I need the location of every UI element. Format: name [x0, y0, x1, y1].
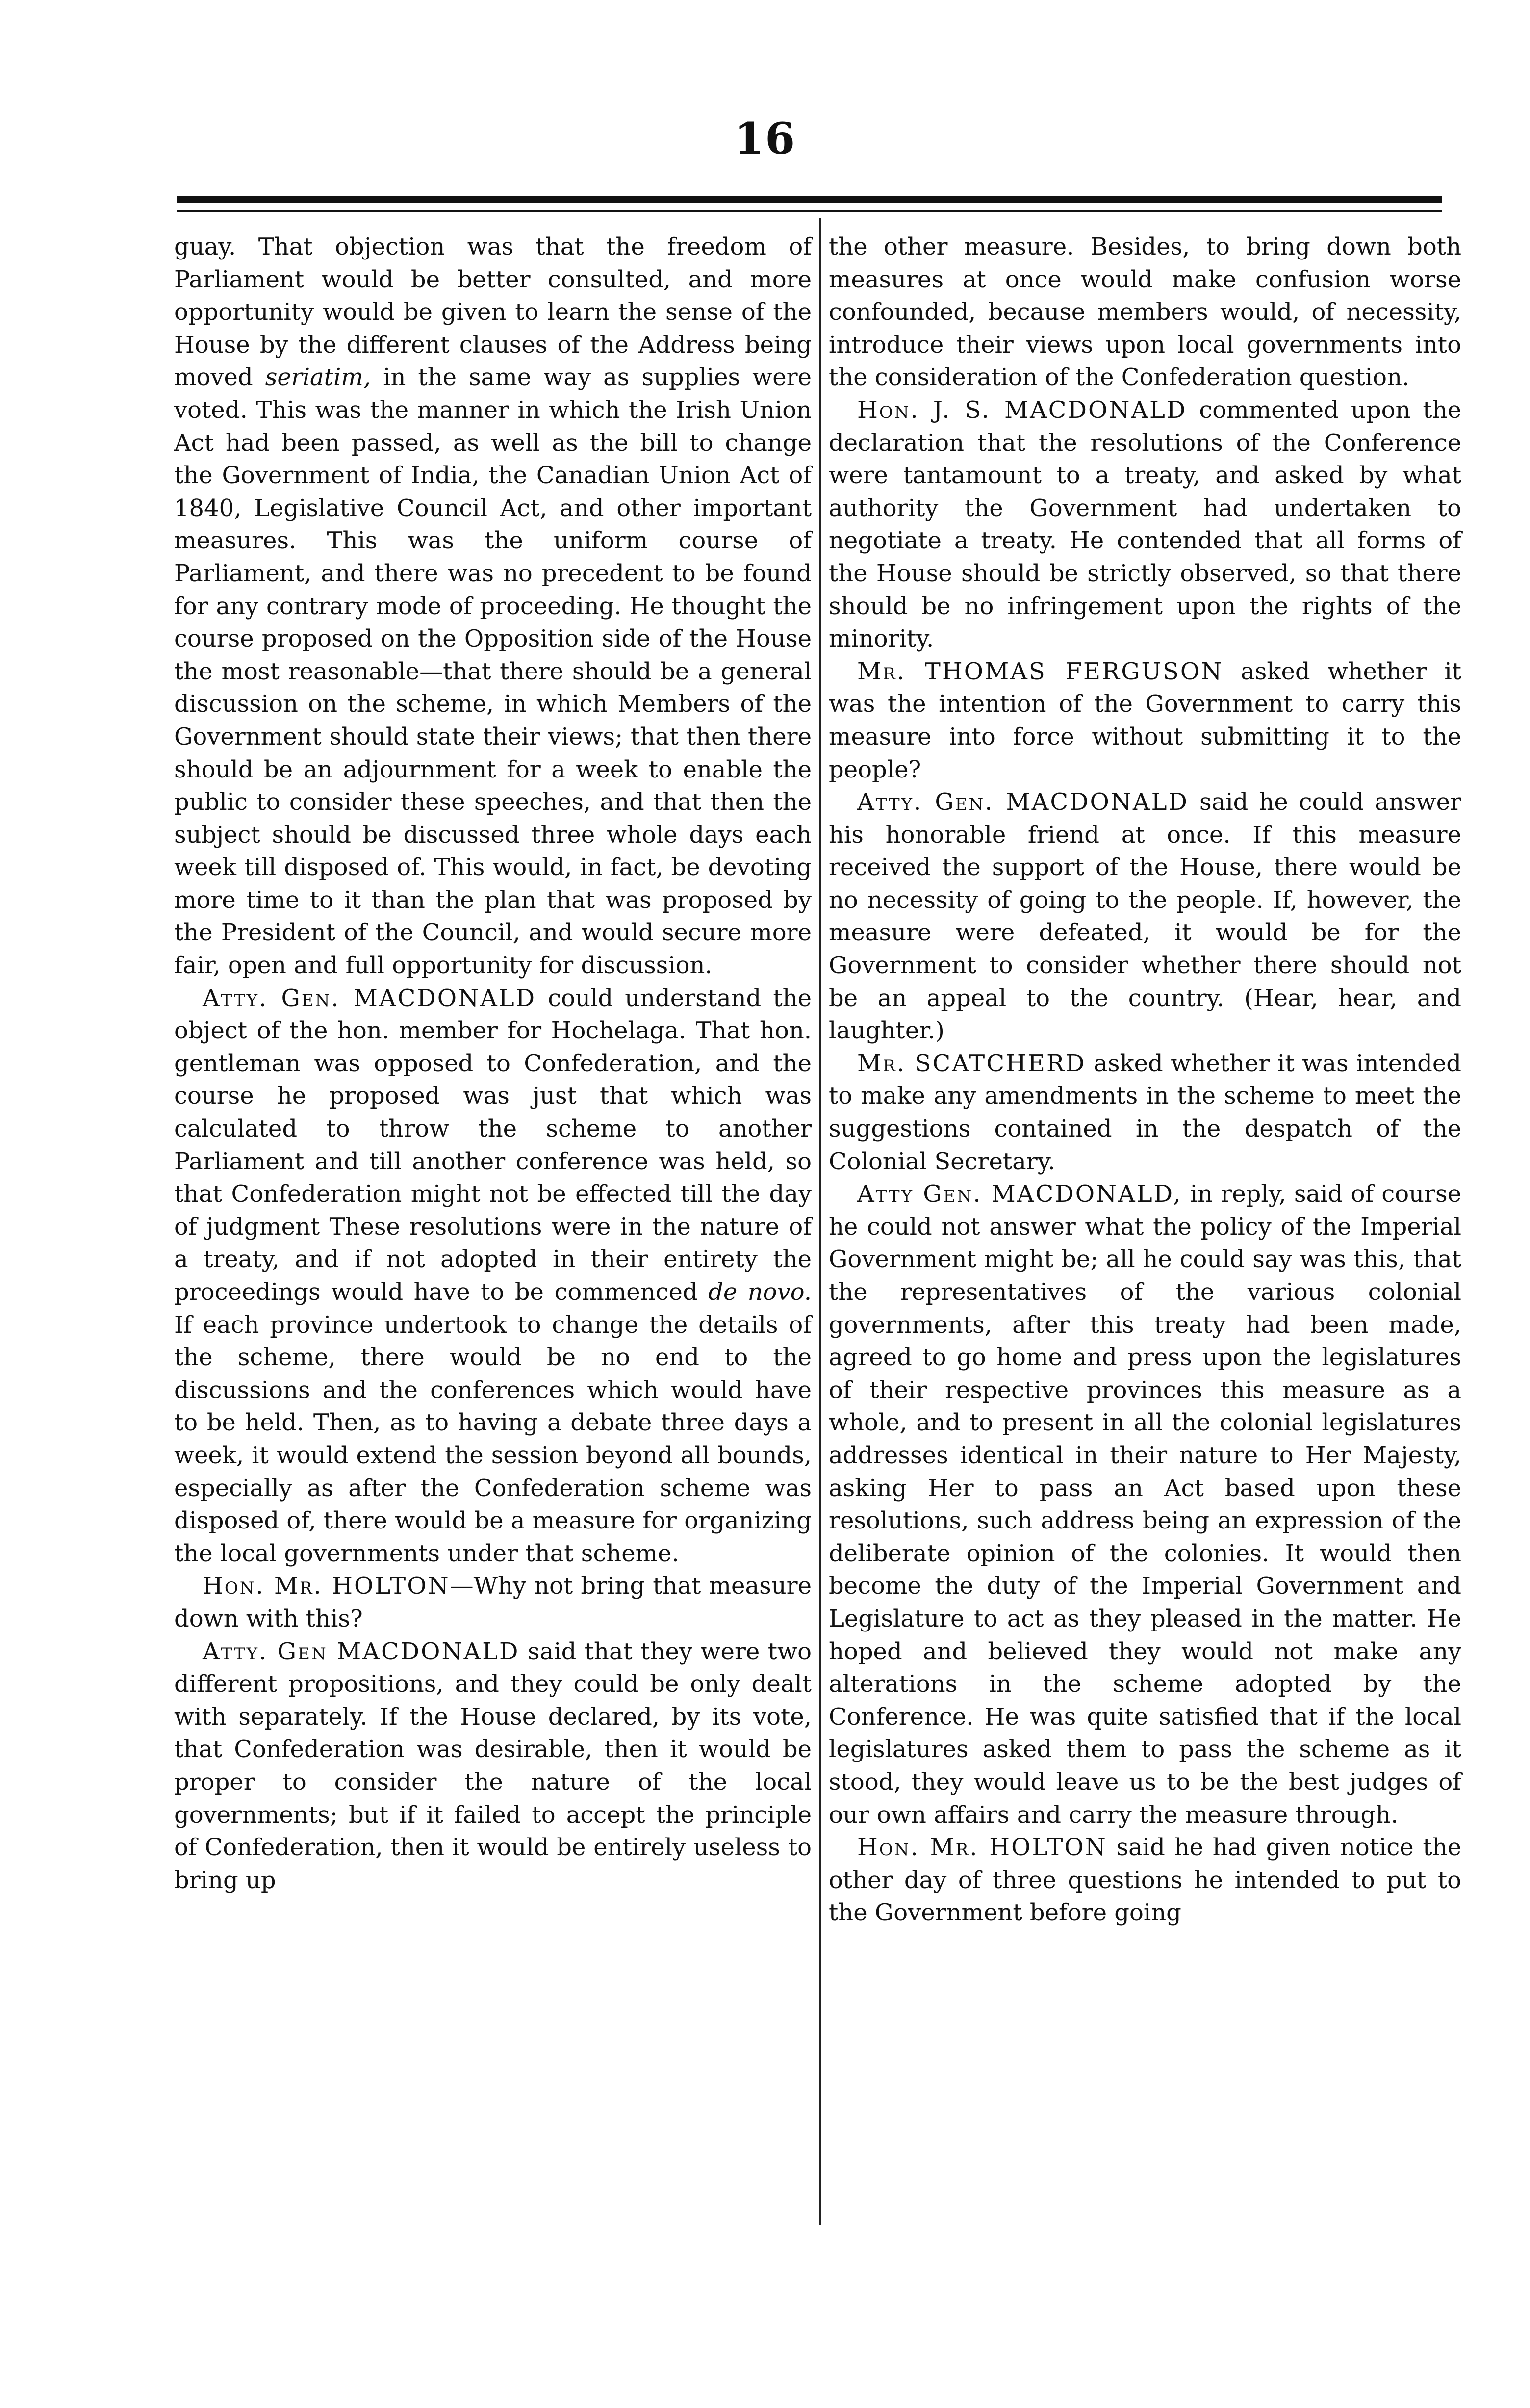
- paragraph: [829, 786, 1461, 1047]
- paragraph-text: in the same way as supplies were voted. This was the manner in which the Irish Union Act had been passed, as well as the bill to change the Government of India, the Canadian Union Act of 1840, Legislative Council Act, and other important measures. This was the uniform course of Parliament, and there was no precedent to be found for any contrary mode of proceeding. He thought the course proposed on the Opposition side of the House the most reasonable—that there should be a general discussion on the scheme, in which Members of the Government should state their views; that then there should be an adjournment for a week to enable the public to consider these speeches, and that then the subject should be discussed three whole days each week till disposed of. This would, in fact, be devoting more time to it than the plan that was proposed by the President of the Council, and would secure more fair, open and full opportunity for discussion.: [174, 363, 812, 980]
- left-column: [174, 231, 812, 1896]
- page-number: 16: [734, 113, 796, 164]
- paragraph-text: said he had given notice the other day of three questions he intended to put to the Government before going: [829, 1834, 1462, 1927]
- paragraph-text: commented upon the declaration that the resolutions of the Conference were tantamount to a treaty, and asked by what authority the Government had undertaken to negotiate a treaty. He contended that all forms of the House should be strictly observed, so that there should be no infringement upon the rights of the minority.: [829, 396, 1461, 653]
- speaker-name: Atty Gen. MACDONALD,: [857, 1180, 1182, 1208]
- italic-phrase: de novo.: [708, 1278, 812, 1306]
- paragraph: [829, 394, 1461, 655]
- paragraph: [829, 1178, 1461, 1831]
- header-rule-thin: [177, 210, 1442, 212]
- speaker-name: Atty. Gen. MACDONALD: [203, 984, 536, 1012]
- paragraph: [174, 1635, 812, 1897]
- paragraph: [829, 231, 1461, 394]
- paragraph-text: asked whether it was the intention of the Government to carry this measure into force without submitting it to the people?: [829, 657, 1461, 783]
- paragraph-text: said he could answer his honorable friend at once. If this measure received the support of the House, there would be no necessity of going to the people. If, however, the measure were defeated, it would be for the Government to consider whether there should not be an appeal to the country. (Hear, hear, and laughter.): [829, 788, 1461, 1045]
- speaker-name: Hon. Mr. HOLTON: [203, 1572, 450, 1600]
- speaker-name: Atty. Gen MACDONALD: [203, 1637, 520, 1665]
- right-column: [829, 231, 1461, 1929]
- speaker-name: Hon. J. S. MACDONALD: [857, 396, 1187, 424]
- speaker-name: Mr. SCATCHERD: [857, 1049, 1086, 1077]
- paragraph-text: the other measure. Besides, to bring down both measures at once would make confusion worse confounded, because members would, of necessity, introduce their views upon local governments into the consideration of the Confederation question.: [829, 233, 1461, 391]
- speaker-name: Hon. Mr. HOLTON: [857, 1834, 1107, 1862]
- speaker-name: Mr. THOMAS FERGUSON: [857, 657, 1224, 685]
- header-rule-thick: [177, 196, 1442, 203]
- paragraph-text: guay. That objection was that the freedom of Parliament would be better consulted, and more opportunity would be given to learn the sense of the House by the different clauses of the Address being moved: [174, 233, 812, 391]
- paragraph-text: could understand the object of the hon. member for Hochelaga. That hon. gentleman was opposed to Confederation, and the course he proposed was just that which was calculated to throw the scheme to another Parliament and till another conference was held, so that Confederation might not be effected till the day of judgment These resolutions were in the nature of a treaty, and if not adopted in their entirety the proceedings would have to be commenced: [174, 984, 812, 1306]
- column-divider: [819, 218, 821, 2225]
- speaker-name: Atty. Gen. MACDONALD: [857, 788, 1189, 816]
- italic-phrase: seriatim,: [265, 363, 371, 391]
- paragraph: [174, 982, 812, 1570]
- paragraph: [829, 1831, 1461, 1929]
- paragraph-text: If each province undertook to change the details of the scheme, there would be no end to the discussions and the conferences which would have to be held. Then, as to having a debate three days a week, it would extend the session beyond all bounds, especially as after the Confederation scheme was disposed of, there would be a measure for organizing the local governments under that scheme.: [174, 1311, 812, 1567]
- paragraph: [174, 1570, 812, 1635]
- paragraph-text: in reply, said of course he could not answer what the policy of the Imperial Government might be; all he could say was this, that the representatives of the various colonial governments, after this treaty had been made, agreed to go home and press upon the legislatures of their respective provinces this measure as a whole, and to present in all the colonial legislatures addresses identical in their nature to Her Majesty, asking Her to pass an Act based upon these resolutions, such address being an expression of the deliberate opinion of the colonies. It would then become the duty of the Imperial Government and Legislature to act as they pleased in the matter. He hoped and believed they would not make any alterations in the scheme adopted by the Conference. He was quite satisfied that if the local legislatures asked them to pass the scheme as it stood, they would leave us to be the best judges of our own affairs and carry the measure through.: [829, 1180, 1461, 1829]
- paragraph-text: —Why not bring that measure down with this?: [174, 1572, 812, 1632]
- paragraph: [829, 655, 1461, 786]
- paragraph: [829, 1047, 1461, 1178]
- paragraph-text: said that they were two different propositions, and they could be only dealt with separately. If the House declared, by its vote, that Confederation was desirable, then it would be proper to consider the nature of the local governments; but if it failed to accept the principle of Confederation, then it would be entirely useless to bring up: [174, 1637, 812, 1894]
- paragraph: [174, 231, 812, 982]
- paragraph-text: asked whether it was intended to make any amendments in the scheme to meet the suggestions contained in the despatch of the Colonial Secretary.: [829, 1049, 1461, 1175]
